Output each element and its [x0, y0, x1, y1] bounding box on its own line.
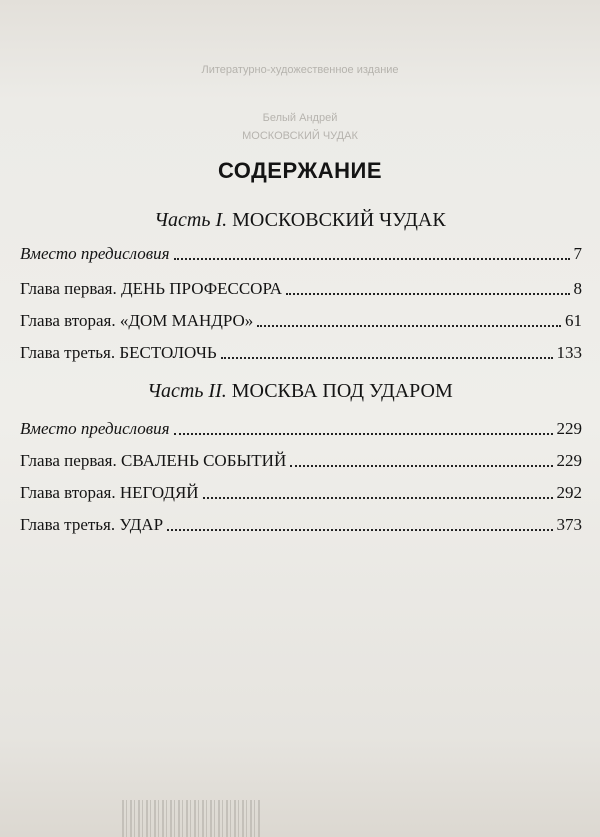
dot-leader [221, 356, 553, 359]
page-title: СОДЕРЖАНИЕ [217, 158, 383, 183]
dot-leader [286, 292, 569, 295]
entry-prefix: Глава вторая. [20, 483, 116, 502]
page-number: 133 [556, 343, 582, 362]
toc-entry[interactable] [20, 415, 582, 439]
part-name: МОСКОВСКИЙ ЧУДАК [232, 209, 446, 231]
dot-leader [290, 464, 552, 467]
entry-prefix: Вместо предисловия [20, 419, 170, 438]
dot-leader [257, 324, 561, 327]
page-number: 8 [573, 279, 582, 298]
entry-title: НЕГОДЯЙ [119, 483, 199, 502]
entry-label [20, 343, 217, 363]
toc-entry[interactable] [20, 511, 582, 535]
entry-title: БЕСТОЛОЧЬ [119, 343, 217, 362]
entry-label [20, 515, 163, 535]
part-number: Часть II. [147, 380, 227, 402]
entry-prefix: Глава первая. [20, 451, 117, 470]
page-number: 292 [556, 483, 582, 502]
entry-label [20, 451, 286, 471]
dot-leader [167, 528, 552, 531]
page-number: 229 [556, 419, 582, 438]
entry-label [20, 311, 253, 331]
toc-entry[interactable] [20, 240, 582, 264]
entry-prefix: Глава первая. [20, 279, 117, 298]
dot-leader [174, 257, 570, 260]
entry-label [20, 483, 199, 503]
bleed-through-book: МОСКОВСКИЙ ЧУДАК [242, 130, 358, 142]
page-number: 61 [565, 311, 582, 330]
toc-entry[interactable] [20, 479, 582, 503]
toc-entry[interactable] [20, 447, 582, 471]
bleed-through-author: Белый Андрей [262, 112, 338, 124]
dot-leader [203, 496, 553, 499]
entry-title: СВАЛЕНЬ СОБЫТИЙ [121, 451, 287, 470]
entry-prefix: Вместо предисловия [20, 244, 170, 263]
entry-title: «ДОМ МАНДРО» [119, 311, 254, 330]
bleed-through-text: Литературно-художественное издание [201, 64, 399, 76]
toc-entry[interactable] [20, 307, 582, 331]
page-number: 229 [556, 451, 582, 470]
entry-title: ДЕНЬ ПРОФЕССОРА [121, 279, 283, 298]
page-number: 7 [573, 244, 582, 263]
part-number: Часть I. [154, 209, 228, 231]
entry-label [20, 279, 282, 299]
entry-prefix: Глава вторая. [20, 311, 116, 330]
toc-entry[interactable] [20, 339, 582, 363]
page-number: 373 [556, 515, 582, 534]
part-heading-2 [0, 380, 600, 403]
dot-leader [174, 432, 553, 435]
toc-entry[interactable] [20, 275, 582, 299]
part-heading-1 [0, 209, 600, 232]
part-name: МОСКВА ПОД УДАРОМ [231, 380, 453, 402]
barcode-bleed-through [122, 800, 262, 837]
entry-prefix: Глава третья. [20, 515, 116, 534]
entry-title: УДАР [119, 515, 164, 534]
entry-prefix: Глава третья. [20, 343, 116, 362]
